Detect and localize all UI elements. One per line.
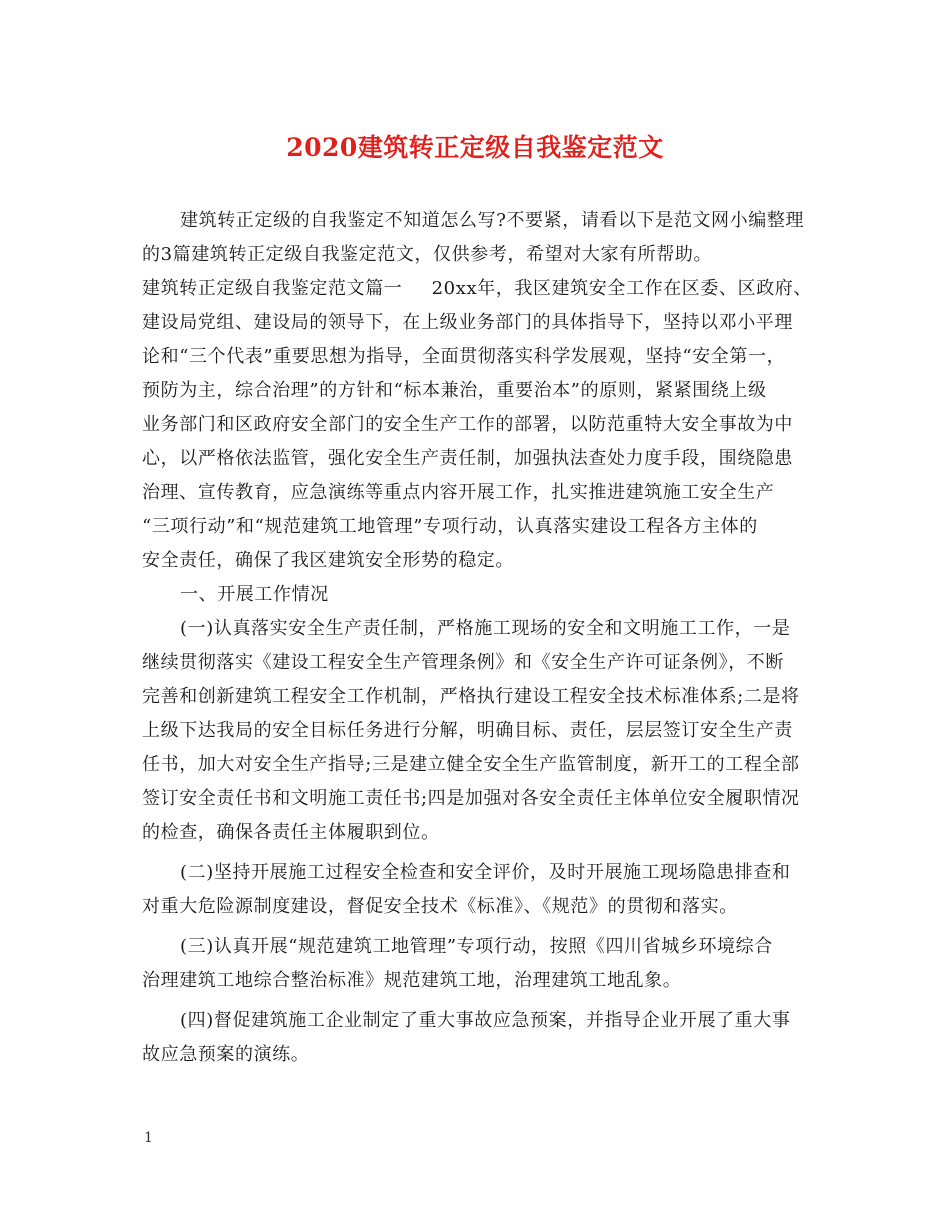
body-line: 业务部门和区政府安全部门的安全生产工作的部署，以防范重特大安全事故为中 (142, 414, 793, 435)
page-number: 1 (144, 1130, 153, 1146)
paragraph-1-line: 上级下达我局的安全目标任务进行分解，明确目标、责任，层层签订安全生产责 (142, 720, 793, 741)
body-line: 心，以严格依法监管，强化安全生产责任制，加强执法查处力度手段，围绕隐患 (142, 448, 793, 469)
body-line: 安全责任，确保了我区建筑安全形势的稳定。 (142, 550, 514, 571)
section-first-line-text: 20xx年，我区建筑安全工作在区委、区政府、 (431, 278, 812, 299)
paragraph-1-line: 完善和创新建筑工程安全工作机制，严格执行建设工程安全技术标准体系;二是将 (142, 686, 800, 707)
paragraph-2-line: (二)坚持开展施工过程安全检查和安全评价，及时开展施工现场隐患排查和 (180, 862, 791, 883)
section-heading: 建筑转正定级自我鉴定范文篇一 (142, 278, 403, 299)
paragraph-2-line: 对重大危险源制度建设，督促安全技术《标准》、《规范》的贯彻和落实。 (142, 896, 738, 917)
section-heading-line (142, 272, 812, 306)
subheading: 一、开展工作情况 (180, 584, 329, 605)
paragraph-4-line: (四)督促建筑施工企业制定了重大事故应急预案，并指导企业开展了重大事 (180, 1010, 791, 1031)
body-line: 论和“三个代表”重要思想为指导，全面贯彻落实科学发展观，坚持“安全第一， (142, 346, 786, 367)
paragraph-3-line: 治理建筑工地综合整治标准》规范建筑工地，治理建筑工地乱象。 (142, 970, 682, 991)
paragraph-4-line: 故应急预案的演练。 (142, 1044, 310, 1065)
tab-space (402, 272, 431, 306)
paragraph-1-line: 的检查，确保各责任主体履职到位。 (142, 822, 440, 843)
body-line: 治理、宣传教育，应急演练等重点内容开展工作，扎实推进建筑施工安全生产 (142, 482, 775, 503)
paragraph-1-line: 继续贯彻落实《建设工程安全生产管理条例》和《安全生产许可证条例》，不断 (142, 652, 784, 673)
paragraph-1-line: (一)认真落实安全生产责任制，严格施工现场的安全和文明施工工作，一是 (180, 618, 791, 639)
paragraph-1-line: 签订安全责任书和文明施工责任书;四是加强对各安全责任主体单位安全履职情况 (142, 788, 800, 809)
paragraph-3-line: (三)认真开展“规范建筑工地管理”专项行动，按照《四川省城乡环境综合 (180, 936, 773, 957)
document-body (142, 204, 812, 1072)
body-line: 预防为主，综合治理”的方针和“标本兼治，重要治本”的原则，紧紧围绕上级 (142, 380, 767, 401)
intro-line: 的3篇建筑转正定级自我鉴定范文，仅供参考，希望对大家有所帮助。 (142, 244, 713, 265)
body-line: “三项行动”和“规范建筑工地管理”专项行动，认真落实建设工程各方主体的 (142, 516, 758, 537)
intro-line: 建筑转正定级的自我鉴定不知道怎么写?不要紧，请看以下是范文网小编整理 (180, 210, 805, 231)
document-title: 2020建筑转正定级自我鉴定范文 (286, 133, 664, 162)
body-line: 建设局党组、建设局的领导下，在上级业务部门的具体指导下，坚持以邓小平理 (142, 312, 793, 333)
paragraph-1-line: 任书，加大对安全生产指导;三是建立健全安全生产监管制度，新开工的工程全部 (142, 754, 800, 775)
